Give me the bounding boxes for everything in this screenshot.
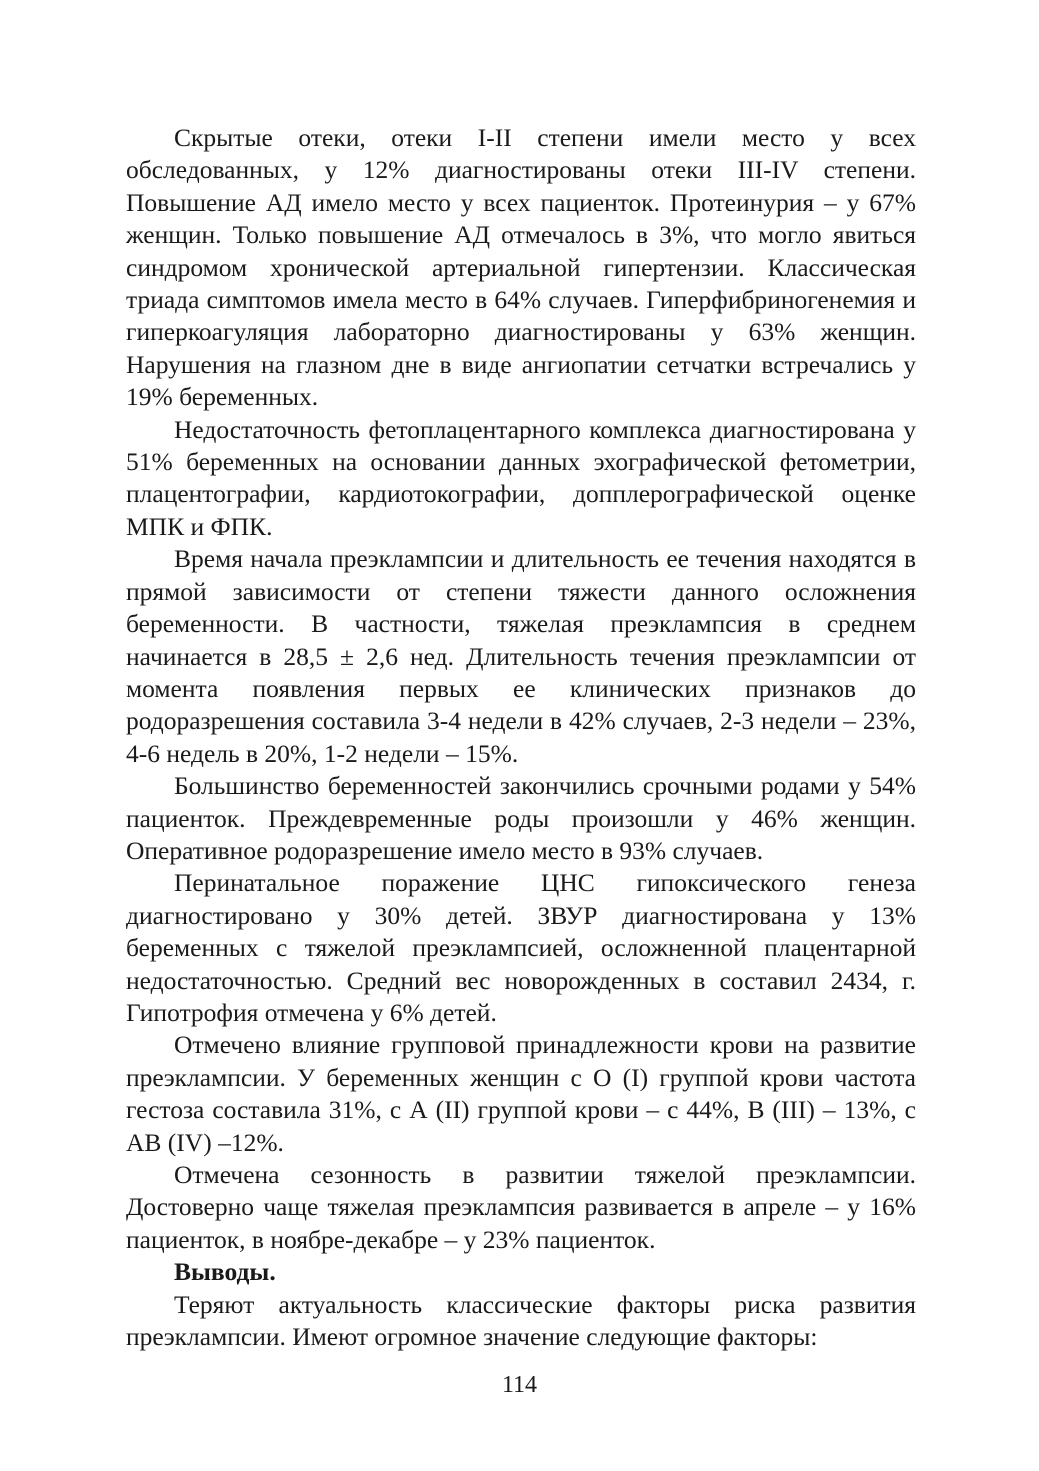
paragraph-conclusions: Теряют актуальность классические факторы риска развития преэклампсии. Имеют огромное значение следующие факторы: <box>126 1289 916 1352</box>
paragraph-delivery-outcomes: Большинство беременностей закончились срочными родами у 54% пациенток. Преждевременные роды произошли у 46% женщин. Оперативное родоразрешение имело место в 93% случаев. <box>126 771 916 865</box>
conclusions-heading: Выводы. <box>174 1257 276 1287</box>
paragraph-blood-group: Отмечено влияние групповой принадлежности крови на развитие преэклампсии. У беременных женщин с О (I) группой крови частота гестоза составила 31%, с А (II) группой крови – с 44%, В (III) – 13%, с АВ (IV) –12%. <box>126 1030 916 1157</box>
paragraph-seasonality: Отмечена сезонность в развитии тяжелой преэклампсии. Достоверно чаще тяжелая преэклампсия развивается в апреле – у 16% пациенток, в ноябре-декабре – у 23% пациенток. <box>126 1160 916 1254</box>
paragraph-onset-duration: Время начала преэклампсии и длительность ее течения находятся в прямой зависимости от степени тяжести данного осложнения беременности. В частности, тяжелая преэклампсия в среднем начинается в 28,5 ± 2,6 нед. Длительность течения преэклампсии от момента появления первых ее клинических признаков до родоразрешения составила 3-4 недели в 42% случаев, 2-3 недели – 23%, 4-6 недель в 20%, 1-2 недели – 15%. <box>126 544 916 768</box>
paragraph-edema-hypertension: Скрытые отеки, отеки I-II степени имели место у всех обследованных, у 12% диагностированы отеки III-IV степени. Повышение АД имело место у всех пациенток. Протеинурия – у 67% женщин. Только повышение АД отмечалось в 3%, что могло явиться синдромом хронической артериальной гипертензии. Классическая триада симптомов имела место в 64% случаев. Гиперфибриногенемия и гиперкоагуляция лабораторно диагностированы у 63% женщин. Нарушения на глазном дне в виде ангиопатии сетчатки встречались у 19% беременных. <box>126 123 916 412</box>
paragraph-fetoplacental-insufficiency: Недостаточность фетоплацентарного комплекса диагностирована у 51% беременных на основании данных эхографической фетометрии, плацентографии, кардиотокографии, допплерографической оценке МПК и ФПК. <box>126 414 916 541</box>
page-number: 114 <box>501 1372 538 1398</box>
paragraph-perinatal-outcomes: Перинатальное поражение ЦНС гипоксического генеза диагностировано у 30% детей. ЗВУР диагностирована у 13% беременных с тяжелой преэклампсией, осложненной плацентарной недостаточностью. Средний вес новорожденных в составил 2434, г. Гипотрофия отмечена у 6% детей. <box>126 868 916 1027</box>
body-text <box>126 122 916 1353</box>
